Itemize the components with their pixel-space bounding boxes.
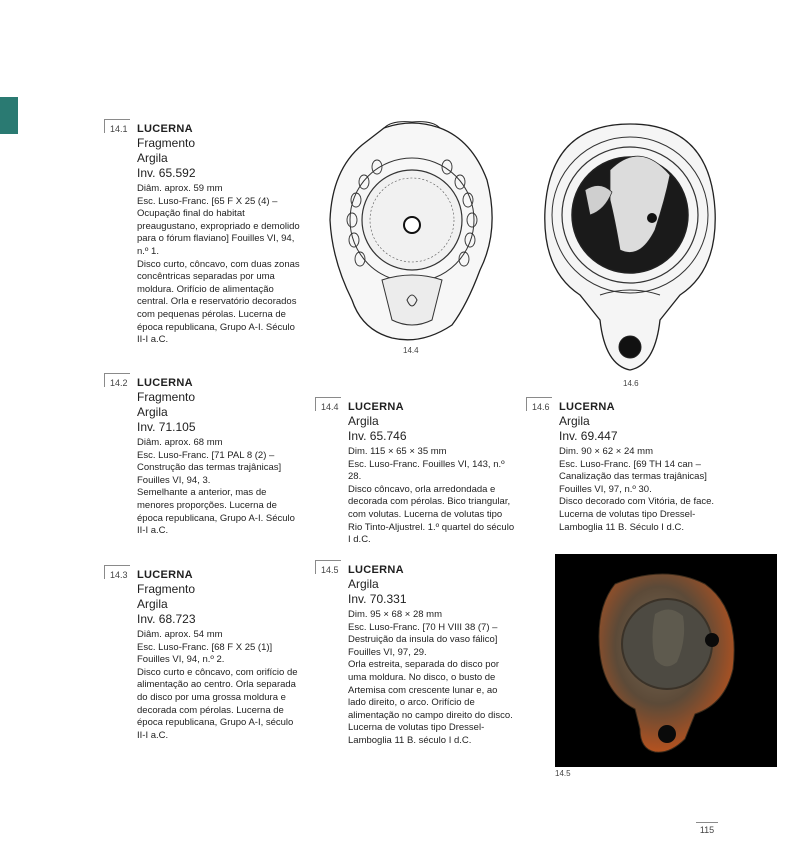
entry-line: Fragmento — [137, 136, 196, 150]
lamp-photo-14-5 — [555, 554, 777, 767]
entry-line: Inv. 68.723 — [137, 612, 196, 626]
catalog-entry-14-3 — [104, 565, 304, 742]
entry-line: Inv. 71.105 — [137, 420, 196, 434]
entry-description: Disco côncavo, orla arredondada e decorada com pérolas. Bico triangular, com volutas. Lucerna de volutas tipo Rio Tinto-Aljustrel. 1.º quartel do século I d.C. — [348, 483, 515, 546]
catalog-entry-14-5 — [315, 560, 515, 748]
entry-line: Argila — [348, 577, 379, 591]
lamp-drawing-14-4 — [322, 120, 502, 345]
entry-line: Fragmento — [137, 390, 196, 404]
catalog-entry-14-2 — [104, 373, 304, 538]
catalog-entry-14-1 — [104, 119, 304, 347]
entry-description: Semelhante a anterior, mas de menores proporções. Lucerna de época republicana, Grupo A-I. Século II-I a.C. — [137, 487, 295, 537]
entry-reference: Esc. Luso-Franc. [65 F X 25 (4) – Ocupação final do habitat preaugustano, expropriado e demolido para o fórum flaviano] Fouilles VI, 94, n.º 1. — [137, 195, 300, 257]
entry-reference: Esc. Luso-Franc. [68 F X 25 (1)] Fouilles VI, 94, n.º 2. — [137, 641, 273, 666]
entry-line: Argila — [559, 414, 590, 428]
entry-description: Disco curto e côncavo, com orifício de alimentação ao centro. Orla separada do disco por uma grossa moldura e decorada com pérolas. Lucerna de época republicana, Grupo A-I, século II-I a.C. — [137, 666, 298, 741]
entry-reference: Esc. Luso-Franc. [70 H VIII 38 (7) – Destruição da insula do vaso fálico] Fouilles VI, 97, 29. — [348, 621, 498, 658]
entry-line: Inv. 65.746 — [348, 429, 407, 443]
entry-dimensions: Dim. 90 × 62 × 24 mm — [559, 446, 653, 457]
entry-line: Argila — [137, 405, 168, 419]
entry-reference: Esc. Luso-Franc. [69 TH 14 can – Canalização das termas trajânicas] Fouilles VI, 97, n.º 30. — [559, 458, 707, 495]
figure-caption: 14.4 — [403, 346, 419, 355]
entry-line: Inv. 70.331 — [348, 592, 407, 606]
entry-line: Argila — [137, 151, 168, 165]
entry-dimensions: Dim. 95 × 68 × 28 mm — [348, 609, 442, 620]
entry-title: LUCERNA — [559, 401, 615, 413]
entry-title: LUCERNA — [137, 123, 193, 135]
entry-description: Orla estreita, separada do disco por uma moldura. No disco, o busto de Artemisa com crescente lunar e, ao lado direito, o arco. Orifício de alimentação no campo direito do disco. Lucerna de volutas tipo Dressel-Lamboglia 11 B. século I d.C. — [348, 659, 513, 746]
entry-title: LUCERNA — [137, 377, 193, 389]
entry-title: LUCERNA — [348, 401, 404, 413]
entry-line: Inv. 65.592 — [137, 166, 196, 180]
entry-dimensions: Dim. 115 × 65 × 35 mm — [348, 446, 447, 457]
entry-reference: Esc. Luso-Franc. Fouilles VI, 143, n.º 28. — [348, 458, 505, 483]
entry-line: Inv. 69.447 — [559, 429, 618, 443]
entry-line: Argila — [348, 414, 379, 428]
entry-title: LUCERNA — [137, 569, 193, 581]
entry-dimensions: Diâm. aprox. 68 mm — [137, 437, 223, 448]
entry-number: 14.1 — [104, 119, 130, 133]
lamp-drawing-14-6 — [540, 120, 720, 375]
entry-reference: Esc. Luso-Franc. [71 PAL 8 (2) – Construção das termas trajânicas] Fouilles VI, 94, 3. — [137, 449, 282, 486]
entry-number: 14.5 — [315, 560, 341, 574]
entry-number: 14.4 — [315, 397, 341, 411]
entry-number: 14.6 — [526, 397, 552, 411]
entry-number: 14.3 — [104, 565, 130, 579]
entry-line: Fragmento — [137, 582, 196, 596]
entry-line: Argila — [137, 597, 168, 611]
entry-title: LUCERNA — [348, 564, 404, 576]
entry-description: Disco curto, côncavo, com duas zonas concêntricas separadas por uma moldura. Orifício de alimentação central. Orla e reservatório decorados com pequenas pérolas. Lucerna de época republicana, Grupo A-I. Século II-I a.C. — [137, 258, 300, 346]
page-number: 115 — [696, 822, 718, 839]
catalog-entry-14-6 — [526, 397, 731, 534]
figure-caption: 14.6 — [623, 379, 639, 388]
entry-dimensions: Diâm. aprox. 59 mm — [137, 183, 223, 194]
entry-dimensions: Diâm. aprox. 54 mm — [137, 629, 223, 640]
figure-caption: 14.5 — [555, 769, 571, 778]
entry-description: Disco decorado com Vitória, de face. Lucerna de volutas tipo Dressel-Lamboglia 11 B. Século I d.C. — [559, 496, 715, 533]
catalog-entry-14-4 — [315, 397, 515, 547]
entry-number: 14.2 — [104, 373, 130, 387]
section-tab-marker — [0, 97, 18, 134]
